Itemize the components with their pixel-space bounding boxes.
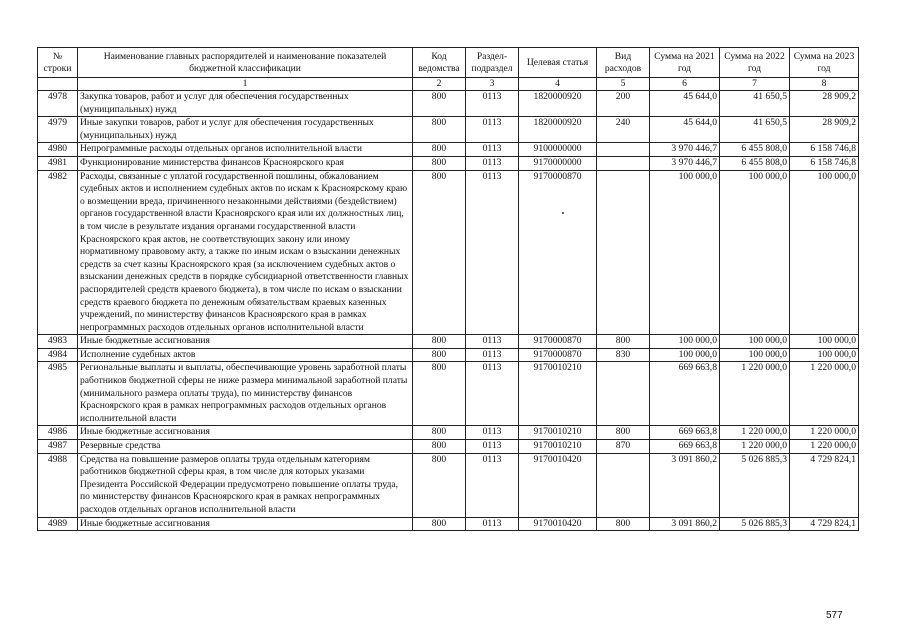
- row-name: Резервные средства: [78, 440, 413, 454]
- sum-2023: 6 158 746,8: [790, 143, 859, 157]
- target-article: 1820000920: [519, 117, 597, 143]
- target-article: 9170010210: [519, 362, 597, 426]
- sum-2022: 100 000,0: [720, 348, 790, 362]
- section-code: 0113: [466, 453, 519, 517]
- column-number: 8: [790, 78, 859, 91]
- expense-type: 800: [597, 335, 650, 349]
- table-header: [38, 48, 859, 91]
- row-number: 4983: [38, 335, 78, 349]
- sum-2021: 100 000,0: [650, 348, 720, 362]
- sum-2023: 6 158 746,8: [790, 156, 859, 170]
- sum-2021: 45 644,0: [650, 91, 720, 117]
- row-number: 4985: [38, 362, 78, 426]
- sum-2023: 28 909,2: [790, 117, 859, 143]
- section-code: 0113: [466, 517, 519, 531]
- dept-code: 800: [413, 91, 466, 117]
- table-row: [38, 362, 859, 426]
- sum-2022: 41 650,5: [720, 117, 790, 143]
- table-row: [38, 156, 859, 170]
- section-code: 0113: [466, 440, 519, 454]
- table-row: [38, 117, 859, 143]
- sum-2021: 3 970 446,7: [650, 156, 720, 170]
- expense-type: 200: [597, 91, 650, 117]
- sum-2023: 100 000,0: [790, 348, 859, 362]
- sum-2021: 3 091 860,2: [650, 517, 720, 531]
- row-name: Расходы, связанные с уплатой государственной пошлины, обжалованием судебных актов и исполнением судебных актов по искам к Красноярскому краю о возмещении вреда, причиненного незаконными действиями (бездействием) органов государственной власти Красноярского края или их должностных лиц, в том числе в результате издания органами государственной власти Красноярского края актов, не соответствующих закону или иному нормативному правовому акту, а также по иным искам о взыскании денежных средств за счет казны Красноярского края (за исключением судебных актов о взыскании денежных средств в порядке субсидиарной ответственности главных распорядителей средств краевого бюджета), в том числе по искам о взыскании средств краевого бюджета по денежным обязательствам краевых казенных учреждений, по министерству финансов Красноярского края в рамках непрограммных расходов отдельных органов исполнительной власти: [78, 170, 413, 335]
- row-name: Функционирование министерства финансов Красноярского края: [78, 156, 413, 170]
- row-number: 4979: [38, 117, 78, 143]
- sum-2022: 1 220 000,0: [720, 426, 790, 440]
- expense-type: 240: [597, 117, 650, 143]
- sum-2021: 100 000,0: [650, 170, 720, 335]
- row-name: Иные закупки товаров, работ и услуг для обеспечения государственных (муниципальных) нужд: [78, 117, 413, 143]
- table-row: [38, 170, 859, 335]
- target-article: 9170000870: [519, 335, 597, 349]
- section-code: 0113: [466, 362, 519, 426]
- table-row: [38, 348, 859, 362]
- sum-2023: 1 220 000,0: [790, 362, 859, 426]
- header-sum-2023: Сумма на 2023 год: [790, 48, 859, 78]
- row-name: Иные бюджетные ассигнования: [78, 517, 413, 531]
- sum-2021: 3 091 860,2: [650, 453, 720, 517]
- dept-code: 800: [413, 348, 466, 362]
- table-row: [38, 143, 859, 157]
- target-article: 9170000000: [519, 156, 597, 170]
- header-dept-code: Код ведомства: [413, 48, 466, 78]
- table-row: [38, 517, 859, 531]
- column-number: 5: [597, 78, 650, 91]
- sum-2023: 100 000,0: [790, 170, 859, 335]
- row-name: Иные бюджетные ассигнования: [78, 335, 413, 349]
- table-row: [38, 426, 859, 440]
- column-number: 7: [720, 78, 790, 91]
- header-target-article: Целевая статья: [519, 48, 597, 78]
- column-number: 3: [466, 78, 519, 91]
- header-expense-type: Вид расходов: [597, 48, 650, 78]
- table-row: [38, 91, 859, 117]
- dept-code: 800: [413, 143, 466, 157]
- expense-type: [597, 170, 650, 335]
- header-sum-2022: Сумма на 2022 год: [720, 48, 790, 78]
- table-body: [38, 91, 859, 531]
- sum-2022: 1 220 000,0: [720, 362, 790, 426]
- expense-type: 800: [597, 426, 650, 440]
- sum-2021: 100 000,0: [650, 335, 720, 349]
- sum-2021: 45 644,0: [650, 117, 720, 143]
- dept-code: 800: [413, 440, 466, 454]
- row-number: 4988: [38, 453, 78, 517]
- sum-2022: 100 000,0: [720, 335, 790, 349]
- header-section: Раздел-подраздел: [466, 48, 519, 78]
- row-name: Региональные выплаты и выплаты, обеспечивающие уровень заработной платы работников бюджетной сферы не ниже размера минимальной заработной платы (минимального размера оплаты труда), по министерству финансов Красноярского края в рамках непрограммных расходов отдельных органов исполнительной власти: [78, 362, 413, 426]
- target-article: 9170010420: [519, 517, 597, 531]
- budget-table: [37, 47, 859, 531]
- row-number: 4982: [38, 170, 78, 335]
- expense-type: [597, 362, 650, 426]
- column-number: 4: [519, 78, 597, 91]
- dept-code: 800: [413, 335, 466, 349]
- expense-type: [597, 143, 650, 157]
- row-number: 4984: [38, 348, 78, 362]
- section-code: 0113: [466, 170, 519, 335]
- sum-2023: 28 909,2: [790, 91, 859, 117]
- header-sum-2021: Сумма на 2021 год: [650, 48, 720, 78]
- sum-2022: 41 650,5: [720, 91, 790, 117]
- row-number: 4989: [38, 517, 78, 531]
- sum-2023: 100 000,0: [790, 335, 859, 349]
- sum-2022: 6 455 808,0: [720, 156, 790, 170]
- dept-code: 800: [413, 453, 466, 517]
- dept-code: 800: [413, 170, 466, 335]
- target-article: 9170010210: [519, 426, 597, 440]
- dept-code: 800: [413, 362, 466, 426]
- row-name: Иные бюджетные ассигнования: [78, 426, 413, 440]
- target-article: 9170010210: [519, 440, 597, 454]
- section-code: 0113: [466, 426, 519, 440]
- section-code: 0113: [466, 91, 519, 117]
- column-number: 6: [650, 78, 720, 91]
- section-code: 0113: [466, 143, 519, 157]
- target-article: 9170000870: [519, 348, 597, 362]
- sum-2021: 669 663,8: [650, 426, 720, 440]
- expense-type: [597, 156, 650, 170]
- sum-2022: 1 220 000,0: [720, 440, 790, 454]
- sum-2023: 1 220 000,0: [790, 426, 859, 440]
- dept-code: 800: [413, 426, 466, 440]
- expense-type: [597, 453, 650, 517]
- header-name: Наименование главных распорядителей и наименование показателей бюджетной классификации: [78, 48, 413, 78]
- row-number: 4987: [38, 440, 78, 454]
- sum-2022: 5 026 885,3: [720, 453, 790, 517]
- sum-2022: 100 000,0: [720, 170, 790, 335]
- page-number: 577: [826, 610, 843, 621]
- section-code: 0113: [466, 156, 519, 170]
- sum-2021: 669 663,8: [650, 440, 720, 454]
- target-article: 9100000000: [519, 143, 597, 157]
- row-number: 4981: [38, 156, 78, 170]
- row-name: Средства на повышение размеров оплаты труда отдельным категориям работников бюджетной сферы края, в том числе для которых указами Президента Российской Федерации предусмотрено повышение оплаты труда, по министерству финансов Красноярского края в рамках непрограммных расходов отдельных органов исполнительной власти: [78, 453, 413, 517]
- table-row: [38, 440, 859, 454]
- sum-2023: 1 220 000,0: [790, 440, 859, 454]
- row-number: 4980: [38, 143, 78, 157]
- column-number: [38, 78, 78, 91]
- target-article: 1820000920: [519, 91, 597, 117]
- sum-2022: 5 026 885,3: [720, 517, 790, 531]
- row-name: Непрограммные расходы отдельных органов исполнительной власти: [78, 143, 413, 157]
- expense-type: 870: [597, 440, 650, 454]
- sum-2023: 4 729 824,1: [790, 453, 859, 517]
- dept-code: 800: [413, 156, 466, 170]
- dept-code: 800: [413, 117, 466, 143]
- sum-2021: 669 663,8: [650, 362, 720, 426]
- header-row-number: № строки: [38, 48, 78, 78]
- row-name: Исполнение судебных актов: [78, 348, 413, 362]
- expense-type: 830: [597, 348, 650, 362]
- sum-2022: 6 455 808,0: [720, 143, 790, 157]
- row-name: Закупка товаров, работ и услуг для обеспечения государственных (муниципальных) нужд: [78, 91, 413, 117]
- expense-type: 800: [597, 517, 650, 531]
- column-number: 1: [78, 78, 413, 91]
- column-number: 2: [413, 78, 466, 91]
- dept-code: 800: [413, 517, 466, 531]
- section-code: 0113: [466, 335, 519, 349]
- target-article: 9170010420: [519, 453, 597, 517]
- section-code: 0113: [466, 348, 519, 362]
- row-number: 4986: [38, 426, 78, 440]
- sum-2023: 4 729 824,1: [790, 517, 859, 531]
- section-code: 0113: [466, 117, 519, 143]
- column-number-row: [38, 78, 859, 91]
- table-row: [38, 453, 859, 517]
- scan-speck: [562, 212, 564, 214]
- target-article: 9170000870: [519, 170, 597, 335]
- table-row: [38, 335, 859, 349]
- row-number: 4978: [38, 91, 78, 117]
- sum-2021: 3 970 446,7: [650, 143, 720, 157]
